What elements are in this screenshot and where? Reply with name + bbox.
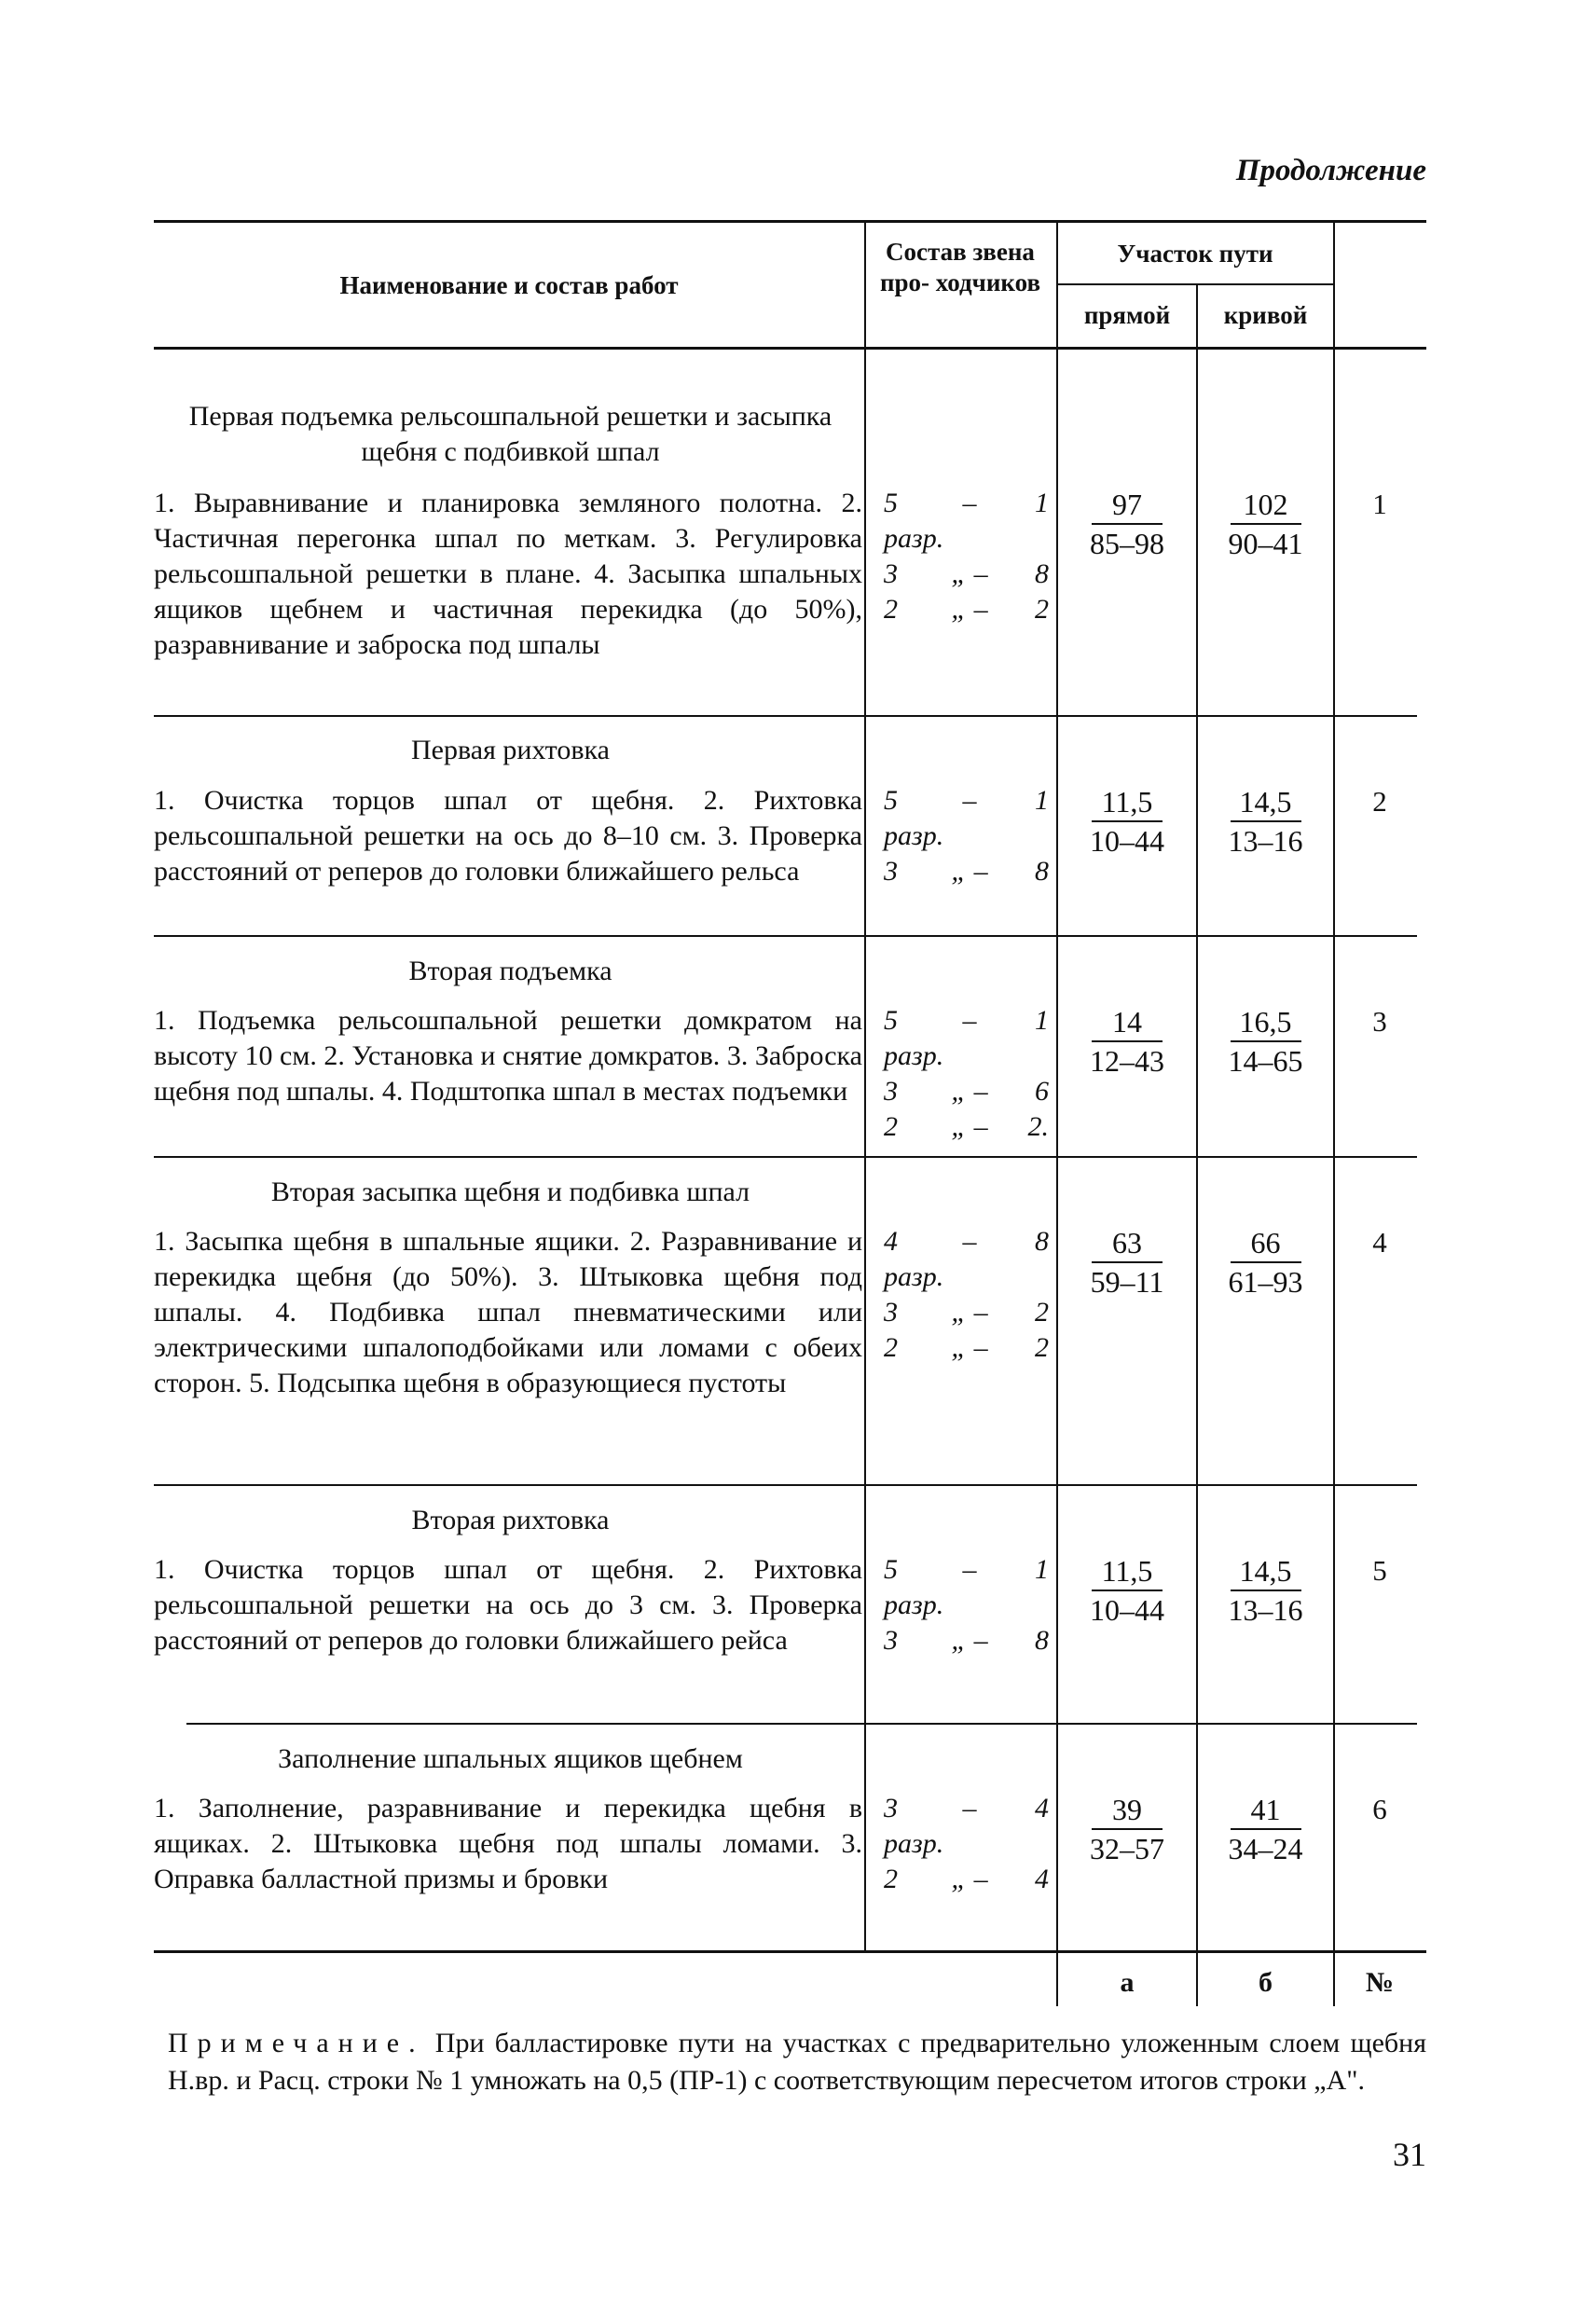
- rate: 85–98: [1090, 527, 1164, 560]
- rate: 59–11: [1090, 1265, 1164, 1299]
- continuation-label: Продолжение: [1235, 154, 1426, 187]
- rate: 13–16: [1228, 824, 1303, 858]
- norm-curved: [1199, 1003, 1332, 1080]
- crew-count: 1: [1035, 1554, 1049, 1585]
- time-norm: 39: [1092, 1791, 1163, 1830]
- crew-line: [884, 1109, 1056, 1145]
- footer-col-b: б: [1259, 1967, 1273, 1998]
- crew-line: [884, 1330, 1056, 1366]
- norm-curved: [1199, 783, 1332, 860]
- crew-line: [884, 1224, 1056, 1295]
- crew-composition: [884, 486, 1056, 627]
- crew-count: 1: [1035, 488, 1049, 518]
- crew-count: 8: [1035, 1625, 1049, 1656]
- row-title: Первая подъемка рельсошпальной решетки и засыпка щебня с подбивкой шпал: [188, 401, 832, 467]
- crew-count: 8: [1035, 856, 1049, 887]
- crew-grade: 3: [884, 1297, 898, 1328]
- header-straight: прямой: [1083, 301, 1171, 329]
- row-title: Первая рихтовка: [411, 735, 610, 765]
- table-top-rule: [154, 220, 1426, 223]
- rate: 10–44: [1090, 824, 1164, 858]
- crew-line: [884, 1623, 1056, 1658]
- time-norm: 11,5: [1092, 1552, 1163, 1591]
- col-line-name: [864, 220, 866, 1950]
- crew-grade: 2: [884, 1332, 898, 1363]
- page-number: 31: [1393, 2136, 1426, 2173]
- header-curved: кривой: [1223, 301, 1308, 329]
- crew-grade: 5 разр.: [884, 785, 944, 851]
- crew-dash: –: [962, 785, 977, 816]
- crew-composition: [884, 783, 1056, 889]
- row-number: 4: [1372, 1226, 1387, 1259]
- row-title: Вторая рихтовка: [411, 1505, 610, 1535]
- time-norm: 97: [1092, 486, 1163, 525]
- row-divider: [186, 1723, 1417, 1725]
- rate: 61–93: [1228, 1265, 1303, 1299]
- rate: 12–43: [1090, 1044, 1164, 1078]
- time-norm: 63: [1092, 1224, 1163, 1263]
- table-bottom-rule: [154, 1950, 1426, 1953]
- row-title: Заполнение шпальных ящиков щебнем: [278, 1743, 743, 1774]
- crew-line: [884, 486, 1056, 557]
- crew-count: 2: [1035, 594, 1049, 625]
- crew-grade: 3: [884, 558, 898, 589]
- row-divider: [154, 1156, 1417, 1158]
- crew-dash: –: [962, 1554, 977, 1585]
- row-number: 1: [1372, 488, 1387, 520]
- crew-dash: –: [962, 1005, 977, 1036]
- crew-dash: „ –: [951, 1864, 988, 1894]
- row-divider: [154, 715, 1417, 717]
- rate: 90–41: [1228, 527, 1303, 560]
- crew-count: 8: [1035, 558, 1049, 589]
- row-title: Вторая подъемка: [408, 956, 612, 986]
- crew-line: [884, 1552, 1056, 1623]
- time-norm: 14,5: [1231, 1552, 1301, 1591]
- time-norm: 102: [1231, 486, 1301, 525]
- row-description: 1. Выравнивание и планировка земляного полотна. 2. Частичная перегонка шпал по меткам. 3. Регулировка рельсошпальной решетки в плане. 4. Засыпка шпальных ящиков щебнем и частичная перекидка (до 50%), разравнивание и заброска под шпалы: [154, 488, 862, 660]
- crew-dash: „ –: [951, 856, 988, 887]
- rate: 10–44: [1090, 1593, 1164, 1627]
- crew-grade: 5 разр.: [884, 1005, 944, 1071]
- col-line-curved: [1333, 220, 1335, 2006]
- crew-grade: 2: [884, 594, 898, 625]
- crew-count: 4: [1035, 1864, 1049, 1894]
- note-label: Примечание.: [168, 2028, 425, 2058]
- crew-dash: „ –: [951, 594, 988, 625]
- note-text: При балластировке пути на участках с предварительно уложенным слоем щебня Н.вр. и Расц. строки № 1 умножать на 0,5 (ПР-1) с соответствующим пересчетом итогов строки „А".: [168, 2028, 1427, 2096]
- crew-composition: [884, 1003, 1056, 1145]
- row-number: 5: [1372, 1554, 1387, 1587]
- section-header-rule: [1056, 283, 1333, 285]
- crew-line: [884, 1074, 1056, 1109]
- rate: 32–57: [1090, 1832, 1164, 1865]
- norm-straight: [1059, 783, 1195, 860]
- footer-col-no: №: [1365, 1967, 1395, 1998]
- crew-dash: „ –: [951, 1625, 988, 1656]
- crew-count: 2.: [1027, 1111, 1049, 1142]
- time-norm: 11,5: [1092, 783, 1163, 822]
- crew-dash: „ –: [951, 1332, 988, 1363]
- crew-line: [884, 783, 1056, 854]
- crew-count: 8: [1035, 1226, 1049, 1257]
- crew-count: 2: [1035, 1332, 1049, 1363]
- crew-line: [884, 854, 1056, 889]
- row-divider: [154, 1484, 1417, 1486]
- row-number: 6: [1372, 1793, 1387, 1825]
- time-norm: 41: [1231, 1791, 1301, 1830]
- crew-composition: [884, 1791, 1056, 1897]
- col-line-crew: [1056, 220, 1058, 2006]
- crew-grade: 2: [884, 1111, 898, 1142]
- norm-straight: [1059, 1224, 1195, 1300]
- time-norm: 66: [1231, 1224, 1301, 1263]
- crew-dash: –: [962, 1793, 977, 1823]
- rate: 13–16: [1228, 1593, 1303, 1627]
- crew-grade: 2: [884, 1864, 898, 1894]
- row-divider: [154, 935, 1417, 937]
- footer-col-a: а: [1120, 1967, 1135, 1998]
- row-description: 1. Очистка торцов шпал от щебня. 2. Рихтовка рельсошпальной решетки на ось до 3 см. 3. Проверка расстояний от реперов до головки ближайшего рейса: [154, 1554, 862, 1656]
- crew-dash: –: [962, 488, 977, 518]
- norm-straight: [1059, 1552, 1195, 1629]
- norm-curved: [1199, 1224, 1332, 1300]
- norm-straight: [1059, 486, 1195, 562]
- crew-line: [884, 1791, 1056, 1862]
- header-track-section: Участок пути: [1117, 240, 1273, 268]
- crew-grade: 3 разр.: [884, 1793, 944, 1859]
- crew-dash: „ –: [951, 1297, 988, 1328]
- norm-straight: [1059, 1003, 1195, 1080]
- crew-grade: 3: [884, 1625, 898, 1656]
- crew-dash: „ –: [951, 1076, 988, 1107]
- crew-line: [884, 1862, 1056, 1897]
- header-crew: Состав звена про- ходчиков: [879, 238, 1041, 296]
- crew-composition: [884, 1224, 1056, 1366]
- crew-grade: 4 разр.: [884, 1226, 944, 1292]
- row-number: 2: [1372, 785, 1387, 818]
- crew-composition: [884, 1552, 1056, 1658]
- row-description: 1. Очистка торцов шпал от щебня. 2. Рихтовка рельсошпальной решетки на ось до 8–10 см. 3. Проверка расстояний от реперов до головки ближайшего рельса: [154, 785, 862, 887]
- row-description: 1. Засыпка щебня в шпальные ящики. 2. Разравнивание и перекидка щебня (до 50%). 3. Штыковка щебня под шпалы. 4. Подбивка шпал пневматическими или электрическими шпалоподбойками или ломами с обеих сторон. 5. Подсыпка щебня в образующиеся пустоты: [154, 1226, 862, 1398]
- header-bottom-rule: [154, 347, 1426, 350]
- crew-grade: 5 разр.: [884, 1554, 944, 1620]
- row-description: 1. Подъемка рельсошпальной решетки домкратом на высоту 10 см. 2. Установка и снятие домкратов. 3. Заброска щебня под шпалы. 4. Подштопка шпал в местах подъемки: [154, 1005, 862, 1107]
- crew-grade: 3: [884, 1076, 898, 1107]
- norm-straight: [1059, 1791, 1195, 1867]
- time-norm: 14,5: [1231, 783, 1301, 822]
- crew-count: 2: [1035, 1297, 1049, 1328]
- header-work-name: Наименование и состав работ: [339, 271, 679, 299]
- note: [168, 2025, 1426, 2099]
- row-title: Вторая засыпка щебня и подбивка шпал: [270, 1177, 750, 1207]
- rate: 14–65: [1228, 1044, 1303, 1078]
- crew-line: [884, 557, 1056, 592]
- crew-dash: –: [962, 1226, 977, 1257]
- time-norm: 14: [1092, 1003, 1163, 1042]
- norm-curved: [1199, 1791, 1332, 1867]
- col-line-straight: [1196, 283, 1198, 2006]
- norm-curved: [1199, 1552, 1332, 1629]
- row-number: 3: [1372, 1005, 1387, 1038]
- crew-line: [884, 1295, 1056, 1330]
- crew-count: 1: [1035, 1005, 1049, 1036]
- time-norm: 16,5: [1231, 1003, 1301, 1042]
- crew-dash: „ –: [951, 558, 988, 589]
- crew-line: [884, 1003, 1056, 1074]
- crew-dash: „ –: [951, 1111, 988, 1142]
- crew-line: [884, 592, 1056, 627]
- crew-count: 4: [1035, 1793, 1049, 1823]
- crew-grade: 3: [884, 856, 898, 887]
- crew-count: 6: [1035, 1076, 1049, 1107]
- row-description: 1. Заполнение, разравнивание и перекидка щебня в ящиках. 2. Штыковка щебня под шпалы ломами. 3. Оправка балластной призмы и бровки: [154, 1793, 862, 1894]
- rate: 34–24: [1228, 1832, 1303, 1865]
- crew-grade: 5 разр.: [884, 488, 944, 554]
- norm-curved: [1199, 486, 1332, 562]
- crew-count: 1: [1035, 785, 1049, 816]
